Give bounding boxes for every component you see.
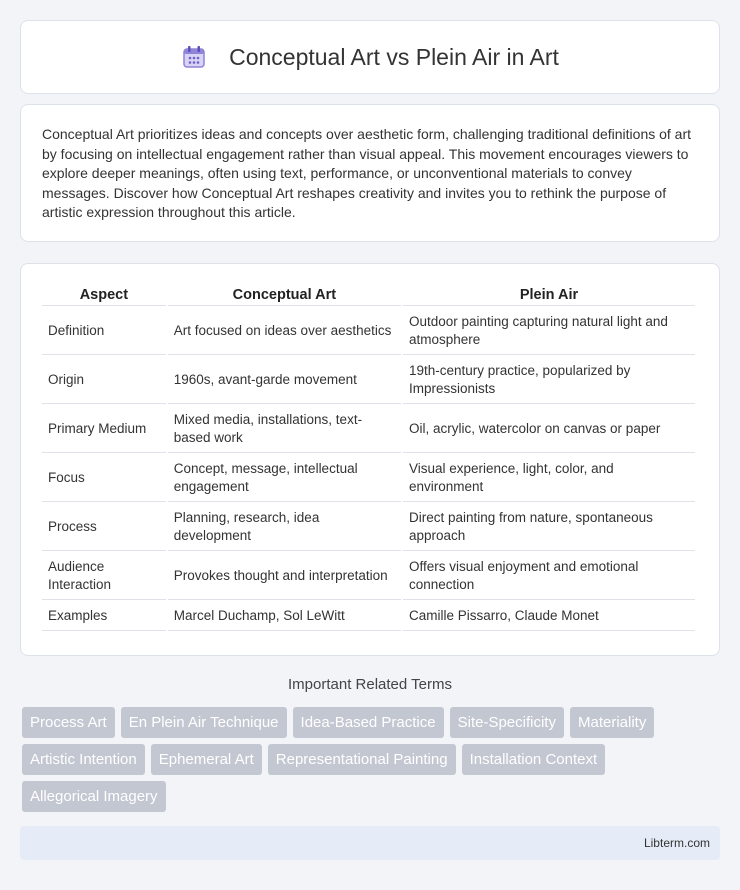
- related-terms-title: Important Related Terms: [288, 676, 452, 693]
- row-plein-air: Direct painting from nature, spontaneous approach: [403, 502, 695, 551]
- row-plein-air: Visual experience, light, color, and environment: [403, 453, 695, 502]
- row-plein-air: 19th-century practice, popularized by Impressionists: [403, 355, 695, 404]
- table-row: [42, 551, 695, 600]
- table-row: [42, 600, 695, 631]
- related-term-tag[interactable]: Artistic Intention: [22, 744, 145, 775]
- table-row: [42, 453, 695, 502]
- row-aspect: Origin: [42, 355, 166, 404]
- row-conceptual: Art focused on ideas over aesthetics: [168, 306, 401, 355]
- row-aspect: Primary Medium: [42, 404, 166, 453]
- related-term-tag[interactable]: En Plein Air Technique: [121, 707, 287, 738]
- row-aspect: Examples: [42, 600, 166, 631]
- related-term-tag[interactable]: Representational Painting: [268, 744, 456, 775]
- related-terms-list: [22, 707, 722, 818]
- related-term-tag[interactable]: Allegorical Imagery: [22, 781, 166, 812]
- table-header-row: [42, 284, 695, 306]
- row-aspect: Process: [42, 502, 166, 551]
- row-conceptual: Planning, research, idea development: [168, 502, 401, 551]
- row-conceptual: Mixed media, installations, text-based work: [168, 404, 401, 453]
- header-plein-air: Plein Air: [403, 284, 695, 306]
- row-plein-air: Oil, acrylic, watercolor on canvas or paper: [403, 404, 695, 453]
- footer-brand-link[interactable]: Libterm.com: [643, 836, 710, 850]
- related-term-tag[interactable]: Process Art: [22, 707, 115, 738]
- calendar-icon: [181, 44, 207, 70]
- title-card: [20, 20, 720, 94]
- footer: [20, 826, 720, 860]
- row-plein-air: Offers visual enjoyment and emotional connection: [403, 551, 695, 600]
- related-term-tag[interactable]: Ephemeral Art: [151, 744, 262, 775]
- intro-text: Conceptual Art prioritizes ideas and concepts over aesthetic form, challenging traditional definitions of art by focusing on intellectual engagement rather than visual appeal. This movement encourages viewers to explore deeper meanings, often using text, performance, or unconventional materials to convey messages. Discover how Conceptual Art reshapes creativity and invites you to rethink the purpose of artistic expression throughout this article.: [42, 126, 692, 220]
- row-aspect: Definition: [42, 306, 166, 355]
- intro-card: [20, 104, 720, 242]
- table-row: [42, 355, 695, 404]
- table-row: [42, 306, 695, 355]
- related-term-tag[interactable]: Installation Context: [462, 744, 606, 775]
- comparison-table: [40, 284, 697, 631]
- row-conceptual: Provokes thought and interpretation: [168, 551, 401, 600]
- table-row: [42, 404, 695, 453]
- table-row: [42, 502, 695, 551]
- row-plein-air: Camille Pissarro, Claude Monet: [403, 600, 695, 631]
- comparison-card: [20, 263, 720, 656]
- header-conceptual-art: Conceptual Art: [168, 284, 401, 306]
- row-conceptual: Concept, message, intellectual engagement: [168, 453, 401, 502]
- row-aspect: Focus: [42, 453, 166, 502]
- related-term-tag[interactable]: Materiality: [570, 707, 654, 738]
- related-term-tag[interactable]: Idea-Based Practice: [293, 707, 444, 738]
- related-term-tag[interactable]: Site-Specificity: [450, 707, 564, 738]
- row-conceptual: Marcel Duchamp, Sol LeWitt: [168, 600, 401, 631]
- row-aspect: Audience Interaction: [42, 551, 166, 600]
- row-plein-air: Outdoor painting capturing natural light and atmosphere: [403, 306, 695, 355]
- page-title: Conceptual Art vs Plein Air in Art: [229, 43, 559, 70]
- header-aspect: Aspect: [42, 284, 166, 306]
- row-conceptual: 1960s, avant-garde movement: [168, 355, 401, 404]
